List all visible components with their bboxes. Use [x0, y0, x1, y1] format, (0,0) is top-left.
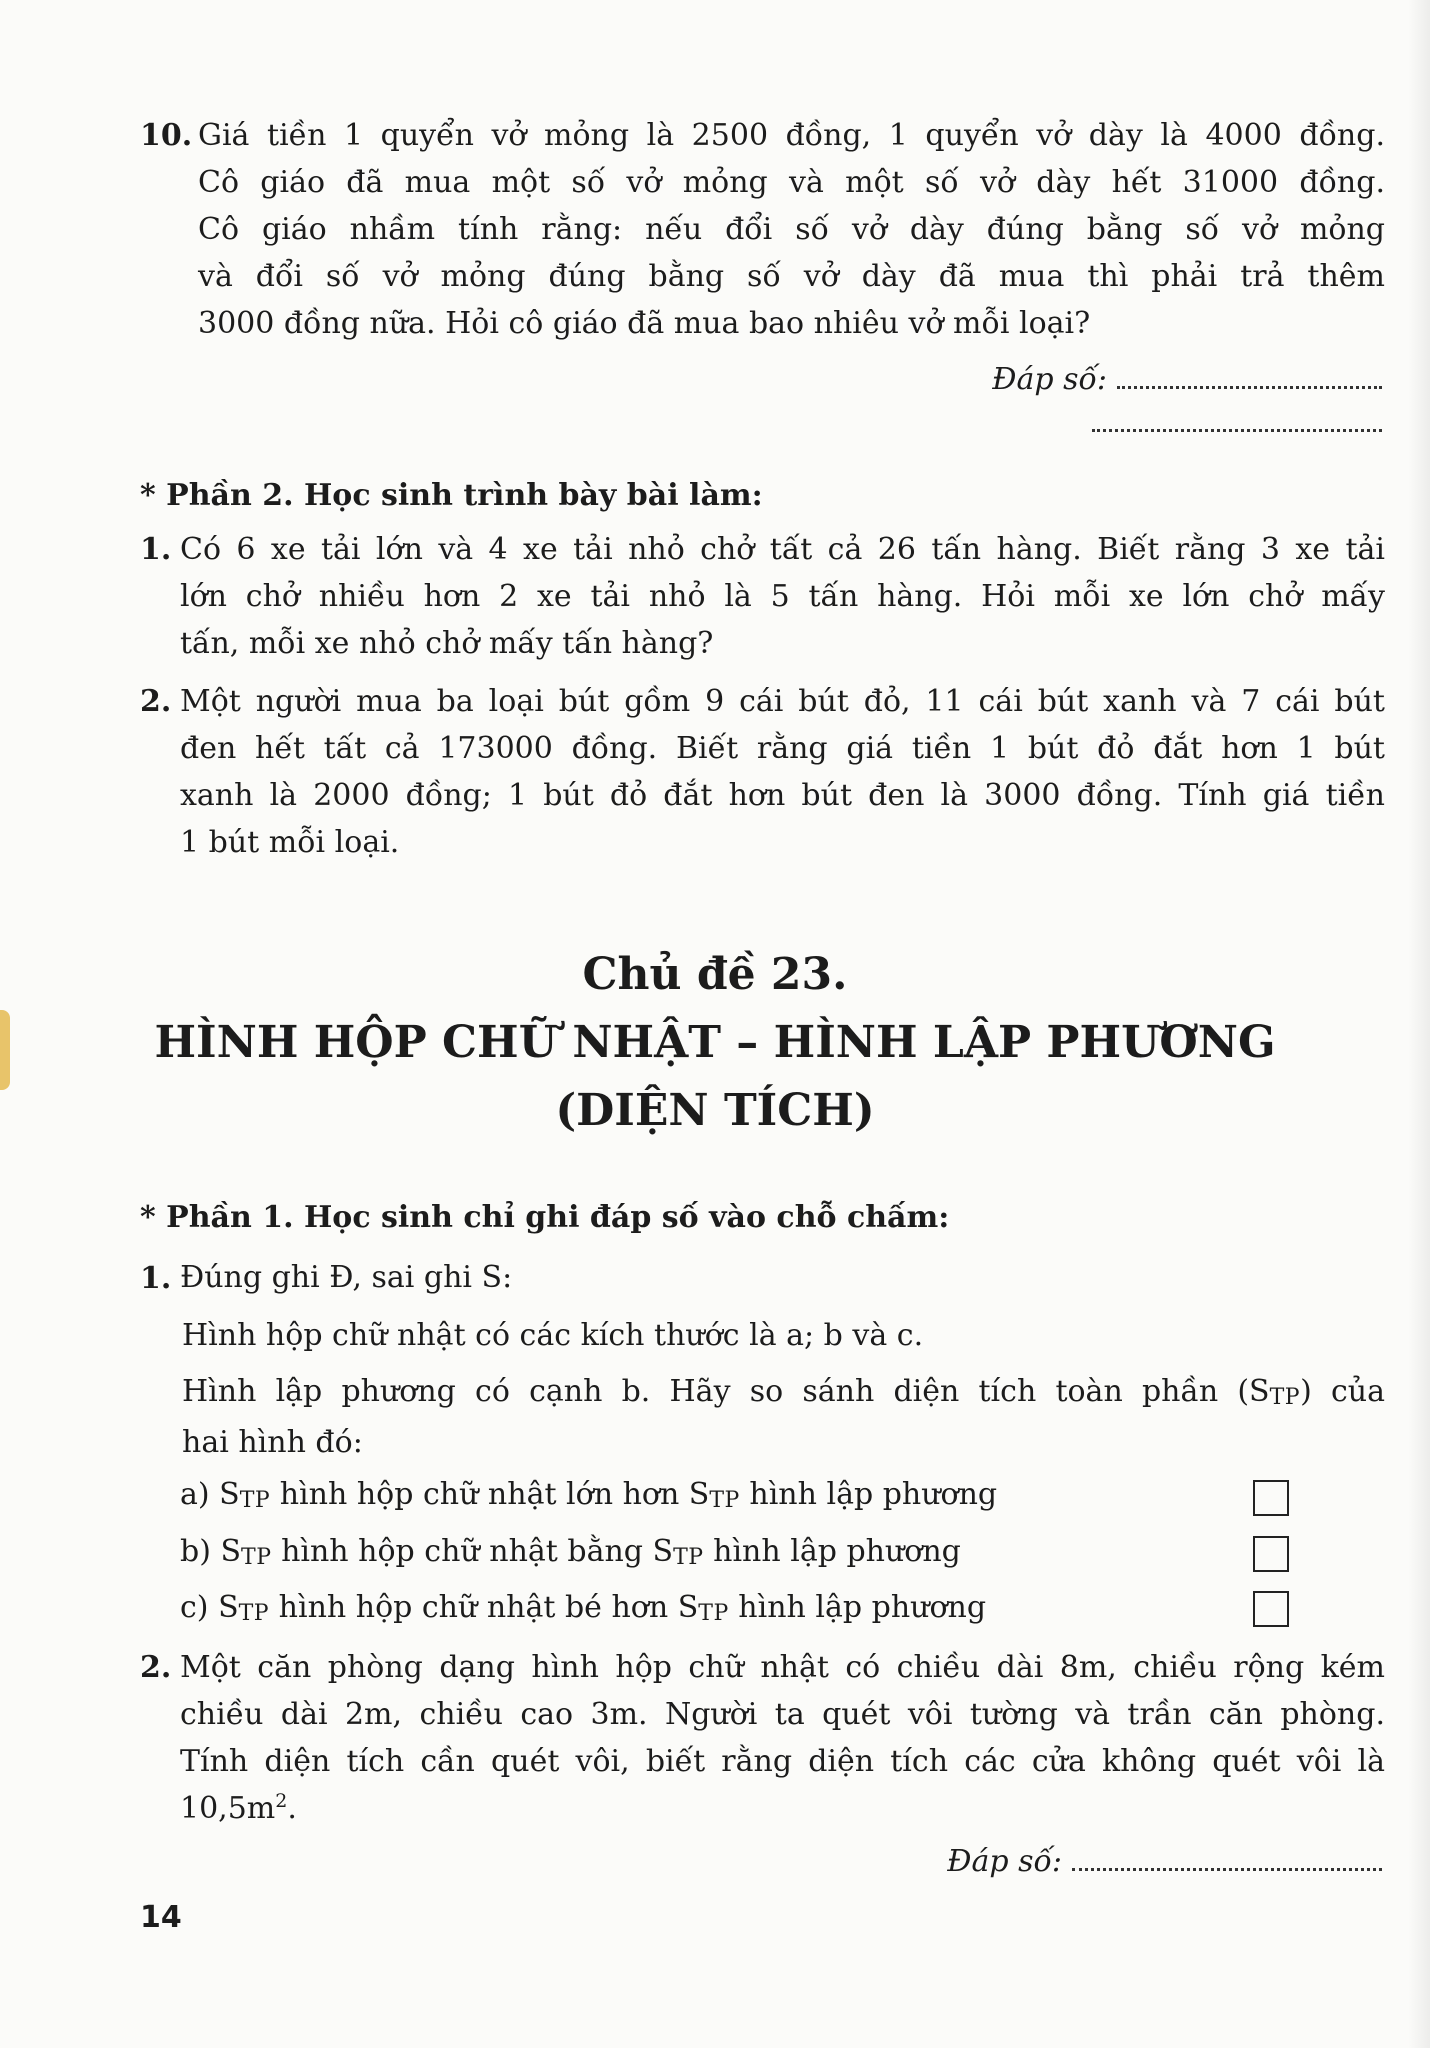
- answer-label: Đáp số:: [992, 362, 1107, 397]
- text-line: Giá tiền 1 quyển vở mỏng là 2500 đồng, 1 quyển vở dày là 4000 đồng.: [198, 118, 1385, 153]
- answer-blank-second[interactable]: [1092, 415, 1382, 432]
- answer-line-problem-10: [992, 358, 1382, 402]
- text-fragment: S: [219, 1477, 240, 1512]
- superscript: 2: [275, 1790, 288, 1812]
- problem-text: [180, 1644, 1385, 1832]
- option-label: b): [180, 1534, 211, 1569]
- text-fragment: .: [287, 1791, 297, 1826]
- text-fragment: Hình lập phương có cạnh b. Hãy so sánh diện tích toàn phần (S: [182, 1374, 1270, 1409]
- problem-number: 1.: [140, 532, 172, 567]
- option-label: c): [180, 1590, 209, 1625]
- problem-number: 1.: [140, 1261, 172, 1296]
- problem-number: 2.: [140, 684, 172, 719]
- text-fragment: hình lập phương: [713, 1534, 961, 1569]
- subscript-tp: TP: [673, 1545, 704, 1570]
- answer-blank[interactable]: [1117, 372, 1382, 389]
- text-fragment: hình lập phương: [738, 1590, 987, 1625]
- problem-text: [198, 112, 1385, 347]
- text-line: xanh là 2000 đồng; 1 bút đỏ đắt hơn bút đen là 3000 đồng. Tính giá tiền: [180, 778, 1385, 813]
- text-line: [180, 1369, 1385, 1421]
- subscript-tp: TP: [698, 1601, 729, 1626]
- text-fragment: hình hộp chữ nhật bé hơn S: [278, 1590, 699, 1625]
- page-number: 14: [140, 1900, 182, 1935]
- text-line: hai hình đó:: [182, 1425, 363, 1460]
- topic-subtitle: (DIỆN TÍCH): [555, 1085, 875, 1136]
- answer-checkbox-a[interactable]: [1253, 1480, 1289, 1516]
- section-heading-part-2: * Phần 2. Học sinh trình bày bài làm:: [140, 478, 763, 513]
- text-fragment: hình hộp chữ nhật lớn hơn S: [279, 1477, 710, 1512]
- part1-question-1: [140, 1255, 1385, 1465]
- problem-number: 10.: [140, 118, 193, 153]
- text-fragment: S: [220, 1534, 242, 1569]
- subscript-tp: TP: [1269, 1385, 1301, 1410]
- text-line: Cô giáo nhầm tính rằng: nếu đổi số vở dày đúng bằng số vở mỏng: [198, 212, 1385, 247]
- part2-problem-2: [140, 678, 1385, 866]
- subscript-tp: TP: [238, 1601, 270, 1626]
- text-line: [180, 1785, 1385, 1832]
- answer-label: Đáp số:: [947, 1844, 1062, 1879]
- problem-number: 2.: [140, 1650, 172, 1685]
- text-line: Một căn phòng dạng hình hộp chữ nhật có chiều dài 8m, chiều rộng kém: [180, 1650, 1385, 1685]
- text-line: đen hết tất cả 173000 đồng. Biết rằng giá tiền 1 bút đỏ đắt hơn 1 bút: [180, 731, 1385, 766]
- text-fragment: hình lập phương: [749, 1477, 998, 1512]
- subscript-tp: TP: [239, 1488, 271, 1513]
- text-line: lớn chở nhiều hơn 2 xe tải nhỏ là 5 tấn hàng. Hỏi mỗi xe lớn chở mấy: [180, 579, 1385, 614]
- option-a: [180, 1470, 1290, 1526]
- problem-text: [180, 1255, 1385, 1465]
- problem-10: [140, 112, 1385, 347]
- text-fragment: ) của: [1300, 1374, 1386, 1409]
- problem-text: [180, 526, 1385, 667]
- subscript-tp: TP: [709, 1488, 740, 1513]
- text-line: 1 bút mỗi loại.: [180, 825, 400, 860]
- problem-text: [180, 678, 1385, 866]
- part1-question-2: [140, 1644, 1385, 1832]
- text-line: 3000 đồng nữa. Hỏi cô giáo đã mua bao nhiêu vở mỗi loại?: [198, 306, 1091, 341]
- answer-line-question-2: [947, 1840, 1382, 1884]
- topic-number: Chủ đề 23.: [582, 949, 848, 1000]
- answer-checkbox-c[interactable]: [1253, 1591, 1289, 1627]
- text-line: tấn, mỗi xe nhỏ chở mấy tấn hàng?: [180, 626, 714, 661]
- text-line: Hình hộp chữ nhật có các kích thước là a; b và c.: [182, 1318, 924, 1353]
- text-fragment: S: [218, 1590, 239, 1625]
- text-line: và đổi số vở mỏng đúng bằng số vở dày đã mua thì phải trả thêm: [198, 259, 1385, 294]
- answer-checkbox-b[interactable]: [1253, 1536, 1289, 1572]
- part2-problem-1: [140, 526, 1385, 667]
- text-fragment: hình hộp chữ nhật bằng S: [281, 1534, 674, 1569]
- topic-title: HÌNH HỘP CHỮ NHẬT – HÌNH LẬP PHƯƠNG: [154, 1017, 1276, 1068]
- text-line: Một người mua ba loại bút gồm 9 cái bút đỏ, 11 cái bút xanh và 7 cái bút: [180, 684, 1385, 719]
- text-line: chiều dài 2m, chiều cao 3m. Người ta quét vôi tường và trần căn phòng.: [180, 1697, 1385, 1732]
- question-title: Đúng ghi Đ, sai ghi S:: [180, 1260, 513, 1295]
- option-b: [180, 1527, 1290, 1583]
- subscript-tp: TP: [241, 1545, 272, 1570]
- section-heading-part-1: * Phần 1. Học sinh chỉ ghi đáp số vào chỗ chấm:: [140, 1200, 950, 1235]
- option-label: a): [180, 1477, 210, 1512]
- text-fragment: 10,5m: [180, 1791, 276, 1826]
- text-line: Cô giáo đã mua một số vở mỏng và một số vở dày hết 31000 đồng.: [198, 165, 1385, 200]
- text-line: Tính diện tích cần quét vôi, biết rằng diện tích các cửa không quét vôi là: [180, 1744, 1385, 1779]
- text-line: Có 6 xe tải lớn và 4 xe tải nhỏ chở tất cả 26 tấn hàng. Biết rằng 3 xe tải: [180, 532, 1385, 567]
- answer-blank[interactable]: [1072, 1854, 1382, 1871]
- option-c: [180, 1583, 1290, 1639]
